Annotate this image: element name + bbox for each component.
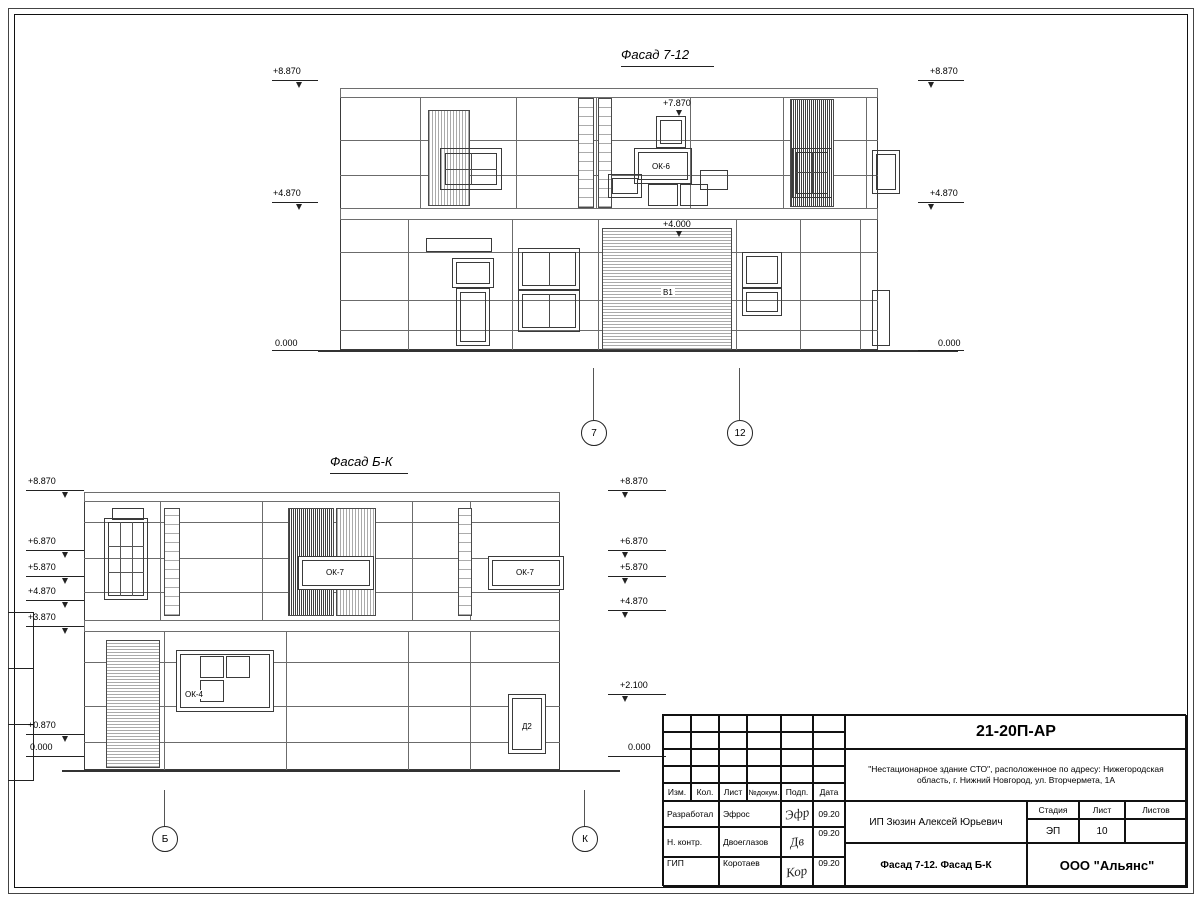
- level-mark-2-left-4: +4.870: [28, 586, 56, 596]
- tb-sheet-name: Фасад 7-12. Фасад Б-К: [845, 843, 1027, 887]
- level-mark-2-right-6: 0.000: [628, 742, 651, 752]
- tb-sheets-header: Листов: [1125, 801, 1187, 819]
- level-mark-2-left-6: +0.870: [28, 720, 56, 730]
- tb-col-ndok: №докум.: [747, 783, 781, 801]
- level-mark-1-left-3: 0.000: [275, 338, 298, 348]
- tb-object-name: "Нестационарное здание СТО", расположенное по адресу: Нижегородская область, г. Нижний Новгород, ул. Вторчермета, 1А: [845, 749, 1187, 801]
- tb-role-2: Н. контр.: [663, 827, 719, 857]
- facade-b-k-title: Фасад Б-К: [330, 454, 393, 469]
- pilaster-2a: [164, 508, 180, 616]
- tb-name-1: Эфрос: [719, 801, 781, 827]
- tb-date-2: 09.20: [813, 827, 845, 857]
- tb-role-1: Разработал: [663, 801, 719, 827]
- tb-col-list: Лист: [719, 783, 747, 801]
- tb-project-code: 21-20П-АР: [845, 715, 1187, 749]
- tb-col-podp: Подп.: [781, 783, 813, 801]
- pilaster-2b: [458, 508, 472, 616]
- ground-line-1: [318, 350, 958, 352]
- tb-sign-3: Кор: [785, 862, 809, 881]
- left-margin-stub: [8, 612, 34, 780]
- level-mark-1-left-1: +8.870: [273, 66, 301, 76]
- level-mark-1-right-3: 0.000: [938, 338, 961, 348]
- parapet-band-2: [84, 492, 560, 502]
- tb-col-kol: Кол.: [691, 783, 719, 801]
- floor-band-1: [340, 208, 878, 220]
- level-mark-2-right-3: +5.870: [620, 562, 648, 572]
- level-mark-1-inner-1: +7.870: [663, 98, 691, 108]
- axis-bubble-12: 12: [727, 420, 753, 446]
- tb-stage-header: Стадия: [1027, 801, 1079, 819]
- gate-v1-tag: В1: [663, 288, 673, 297]
- tb-name-3: Коротаев: [719, 857, 781, 887]
- tb-sign-1: Эфр: [783, 804, 810, 823]
- tb-name-2: Двоеглазов: [719, 827, 781, 857]
- level-mark-1-inner-2: +4.000: [663, 219, 691, 229]
- window-ok7-right-tag: ОК-7: [516, 568, 534, 577]
- pilaster-1a: [578, 98, 594, 208]
- level-mark-2-right-5: +2.100: [620, 680, 648, 690]
- window-ok4-tag: ОК-4: [185, 690, 203, 699]
- level-mark-2-left-2: +6.870: [28, 536, 56, 546]
- floor-band-2: [84, 620, 560, 632]
- level-mark-1-right-1: +8.870: [930, 66, 958, 76]
- axis-bubble-k: К: [572, 826, 598, 852]
- level-mark-2-left-1: +8.870: [28, 476, 56, 486]
- level-mark-1-right-2: +4.870: [930, 188, 958, 198]
- window-2a-top: [112, 508, 144, 520]
- window-1d: [700, 170, 728, 190]
- level-mark-1-left-2: +4.870: [273, 188, 301, 198]
- tb-sheet-value: 10: [1079, 819, 1125, 843]
- tb-stage-value: ЭП: [1027, 819, 1079, 843]
- window-ok7-center-tag: ОК-7: [326, 568, 344, 577]
- level-mark-2-left-7: 0.000: [30, 742, 53, 752]
- tb-sheet-header: Лист: [1079, 801, 1125, 819]
- parapet-band-1: [340, 88, 878, 98]
- door-d2-tag: Д2: [522, 722, 532, 731]
- tb-organization: ООО "Альянс": [1027, 843, 1187, 887]
- tb-role-3: ГИП: [663, 857, 719, 887]
- tb-date-1: 09.20: [813, 801, 845, 827]
- level-mark-2-right-4: +4.870: [620, 596, 648, 606]
- level-mark-2-left-3: +5.870: [28, 562, 56, 572]
- window-ok6-tag: ОК-6: [652, 162, 670, 171]
- tb-col-izm: Изм.: [663, 783, 691, 801]
- canopy-1: [426, 238, 492, 252]
- level-mark-2-right-1: +8.870: [620, 476, 648, 486]
- tb-col-data: Дата: [813, 783, 845, 801]
- tb-sign-2: Дв: [788, 833, 805, 850]
- tb-customer: ИП Зюзин Алексей Юрьевич: [845, 801, 1027, 843]
- axis-bubble-b: Б: [152, 826, 178, 852]
- tb-date-3: 09.20: [813, 857, 845, 887]
- window-1b: [648, 184, 678, 206]
- title-block: [662, 714, 1186, 886]
- facade-7-12-title: Фасад 7-12: [621, 47, 690, 62]
- axis-bubble-7: 7: [581, 420, 607, 446]
- level-mark-2-left-5: +3.870: [28, 612, 56, 622]
- door-1b: [872, 290, 890, 346]
- louver-panel-2c: [106, 640, 160, 768]
- ground-line-2: [62, 770, 620, 772]
- level-mark-2-right-2: +6.870: [620, 536, 648, 546]
